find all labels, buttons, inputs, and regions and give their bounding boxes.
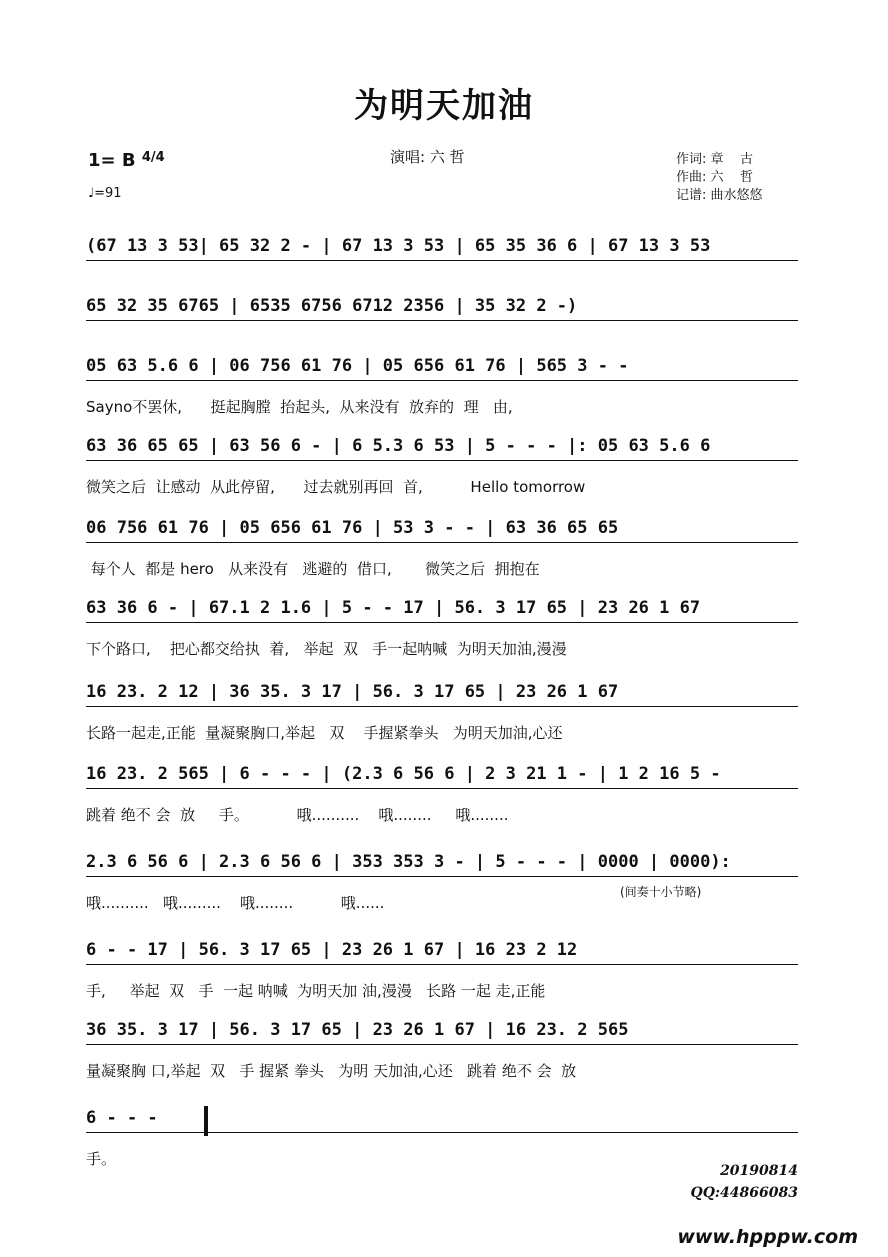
beam-line (86, 964, 798, 965)
score-system (86, 1020, 798, 1080)
lyric-line: 微笑之后 让感动 从此停留, 过去就别再回 首, Hello tomorrow (86, 478, 586, 496)
page-title: 为明天加油 (354, 86, 534, 126)
website-watermark: www.hpppw.com (677, 1226, 858, 1248)
score-system (86, 236, 798, 262)
notation-line: 16 23. 2 565 | 6 - - - | (2.3 6 56 6 | 2 3 21 1 - | 1 2 16 5 - (86, 764, 721, 784)
date-stamp: 20190814 (720, 1163, 798, 1179)
notation-line: 6 - - 17 | 56. 3 17 65 | 23 26 1 67 | 16 23 2 12 (86, 940, 578, 960)
notation-line: 2.3 6 56 6 | 2.3 6 56 6 | 353 353 3 - | 5 - - - | 0000 | 0000): (86, 852, 731, 872)
score-system (86, 1108, 798, 1168)
score-system (86, 518, 798, 578)
beam-line (86, 460, 798, 461)
key-signature (88, 150, 165, 171)
lyric-line: 下个路口, 把心都交给执 着, 举起 双 手一起呐喊 为明天加油,漫漫 (86, 640, 567, 658)
lyric-line: 长路一起走,正能 量凝聚胸口,举起 双 手握紧拳头 为明天加油,心还 (86, 724, 563, 742)
lyric-line: 跳着 绝不 会 放 手。 哦.......... 哦........ 哦........ (86, 806, 509, 824)
final-barline (204, 1106, 208, 1136)
lyric-line: 量凝聚胸 口,举起 双 手 握紧 拳头 为明 天加油,心还 跳着 绝不 会 放 (86, 1062, 577, 1080)
lyric-line: 哦.......... 哦......... 哦........ 哦...... (86, 894, 385, 912)
qq-contact: QQ:44866083 (690, 1185, 798, 1201)
composer-credit: 作曲: 六 哲 (676, 170, 754, 185)
lyricist-credit: 作词: 章 古 (676, 152, 754, 167)
notation-line: 63 36 6 - | 67.1 2 1.6 | 5 - - 17 | 56. 3 17 65 | 23 26 1 67 (86, 598, 701, 618)
tempo-marking: ♩=91 (88, 186, 122, 201)
beam-line (86, 622, 798, 623)
beam-line (86, 542, 798, 543)
lyric-line: 每个人 都是 hero 从来没有 逃避的 借口, 微笑之后 拥抱在 (86, 560, 540, 578)
score-system (86, 296, 798, 322)
lyric-line: 手, 举起 双 手 一起 呐喊 为明天加 油,漫漫 长路 一起 走,正能 (86, 982, 546, 1000)
score-system (86, 598, 798, 658)
notation-line: 16 23. 2 12 | 36 35. 3 17 | 56. 3 17 65 | 23 26 1 67 (86, 682, 619, 702)
beam-line (86, 788, 798, 789)
notation-line: 63 36 65 65 | 63 56 6 - | 6 5.3 6 53 | 5 - - - |: 05 63 5.6 6 (86, 436, 711, 456)
score-system (86, 356, 798, 416)
score-system (86, 436, 798, 496)
score-system (86, 764, 798, 824)
notation-line: 05 63 5.6 6 | 06 756 61 76 | 05 656 61 76 | 565 3 - - (86, 356, 629, 376)
beam-line (86, 706, 798, 707)
beam-line (86, 260, 798, 261)
beam-line (86, 876, 798, 877)
notation-line: 6 - - - (86, 1108, 158, 1128)
beam-line (86, 1132, 798, 1133)
transcriber-credit: 记谱: 曲水悠悠 (676, 188, 763, 203)
credits-block (676, 151, 763, 205)
key-label: 1= B (88, 150, 136, 171)
beam-line (86, 1044, 798, 1045)
score-system (86, 940, 798, 1000)
notation-line: 06 756 61 76 | 05 656 61 76 | 53 3 - - | 63 36 65 65 (86, 518, 619, 538)
lyric-line: 手。 (86, 1150, 117, 1168)
time-signature: 4/4 (141, 150, 165, 165)
notation-line: (67 13 3 53| 65 32 2 - | 67 13 3 53 | 65 35 36 6 | 67 13 3 53 (86, 236, 711, 256)
score-system (86, 682, 798, 742)
lyric-line: Sayno不罢休, 挺起胸膛 抬起头, 从来没有 放弃的 理 由, (86, 398, 513, 416)
interlude-note: (间奏十小节略) (620, 885, 702, 899)
singer-credit: 演唱: 六 哲 (390, 148, 465, 166)
notation-line: 65 32 35 6765 | 6535 6756 6712 2356 | 35 32 2 -) (86, 296, 578, 316)
beam-line (86, 380, 798, 381)
beam-line (86, 320, 798, 321)
notation-line: 36 35. 3 17 | 56. 3 17 65 | 23 26 1 67 | 16 23. 2 565 (86, 1020, 629, 1040)
